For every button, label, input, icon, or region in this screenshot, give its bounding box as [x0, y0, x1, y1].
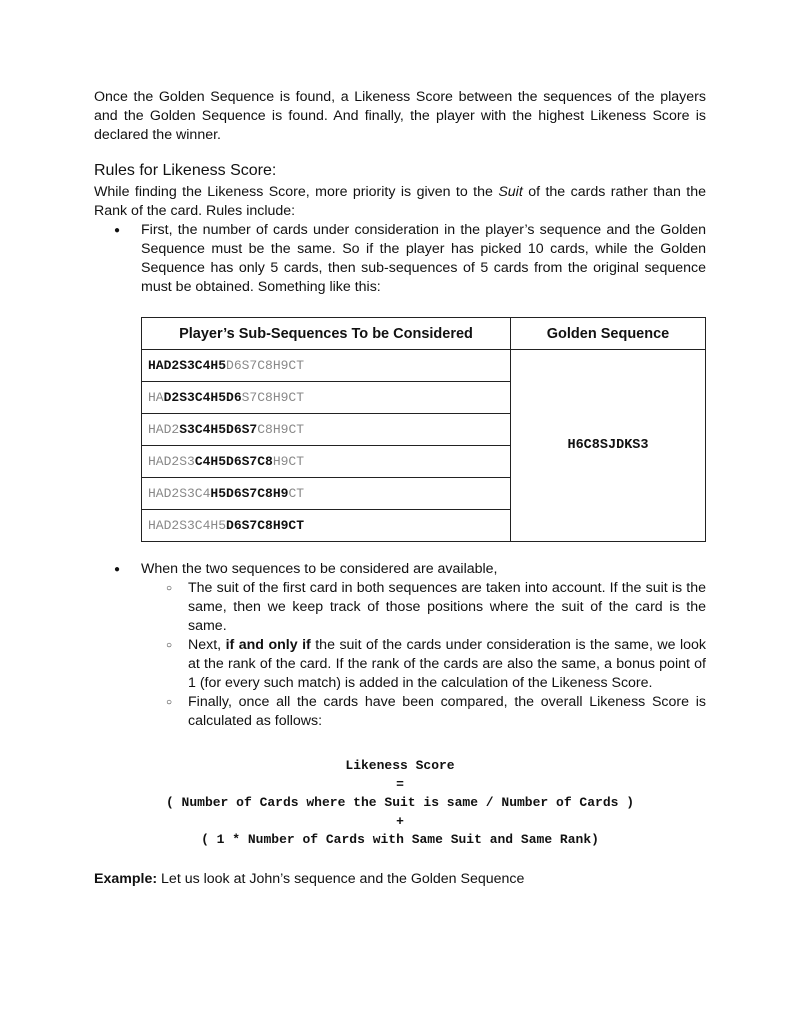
- rules-intro: [94, 183, 706, 221]
- rules-heading: Rules for Likeness Score:: [94, 162, 277, 179]
- seq-window: D6S7C8H9CT: [226, 518, 305, 533]
- sub-rule-2: [141, 636, 706, 693]
- seq-suffix: H9CT: [272, 454, 305, 469]
- sub-rule-1: ○ The suit of the first card in both sequences are taken into account. If the suit is the same, then we keep track of those positions where the suit of the card is the same.: [141, 579, 706, 636]
- example-paragraph: [94, 870, 706, 889]
- rule-bullet-2-text: When the two sequences to be considered are available,: [141, 561, 498, 577]
- rules-intro-text-1: While finding the Likeness Score, more priority is given to the: [94, 184, 499, 200]
- rule-bullet-2: [94, 560, 706, 731]
- formula-line-3: ( Number of Cards where the Suit is same / Number of Cards ): [165, 795, 635, 810]
- subsequence-cell: [142, 510, 511, 542]
- formula-line-4: +: [396, 813, 404, 829]
- subsequence-cell: [142, 414, 511, 446]
- subsequence-cell: [142, 478, 511, 510]
- seq-suffix: C8H9CT: [257, 422, 305, 437]
- seq-suffix: CT: [288, 486, 305, 501]
- seq-window: S3C4H5D6S7: [179, 422, 258, 437]
- subsequence-cell: [142, 382, 511, 414]
- seq-window: HAD2S3C4H5: [148, 358, 227, 373]
- seq-prefix: HAD2S3C4H5: [148, 518, 227, 533]
- table-row: [142, 350, 706, 382]
- rules-list-continued: [94, 560, 706, 731]
- sub-rule-2-emphasis: if and only if: [225, 637, 311, 653]
- seq-suffix: S7C8H9CT: [241, 390, 305, 405]
- seq-prefix: HAD2S3: [148, 454, 195, 469]
- seq-window: D2S3C4H5D6: [163, 390, 242, 405]
- sub-rule-2-text-2: the suit of the cards under consideration is the same, we look at the rank of the card. If the rank of the cards are also the same, a bonus point of 1 (for every such match) is added in the calculation of the Likeness Score.: [188, 637, 707, 691]
- subsequence-table: [141, 317, 706, 542]
- sub-rule-2-text-1: Next,: [188, 637, 226, 653]
- table-header-golden: Golden Sequence: [511, 318, 706, 350]
- formula-line-2: =: [396, 776, 404, 792]
- seq-prefix: HAD2S3C4: [148, 486, 211, 501]
- formula-line-1: Likeness Score: [345, 758, 455, 773]
- table-header-subsequences: Player’s Sub-Sequences To be Considered: [142, 318, 511, 350]
- likeness-score-formula: [94, 757, 706, 850]
- document-page: [94, 88, 706, 889]
- seq-window: C4H5D6S7C8: [194, 454, 273, 469]
- subsequence-cell: [142, 446, 511, 478]
- subsequence-cell: [142, 350, 511, 382]
- sub-rules-list: [141, 579, 706, 731]
- sub-rule-3: ○ Finally, once all the cards have been compared, the overall Likeness Score is calculated as follows:: [141, 693, 706, 731]
- intro-paragraph: Once the Golden Sequence is found, a Likeness Score between the sequences of the players and the Golden Sequence is found. And finally, the player with the highest Likeness Score is declared the winner.: [94, 89, 706, 143]
- rules-intro-text-2: of the cards rather than the Rank of the card. Rules include:: [94, 184, 706, 219]
- seq-window: H5D6S7C8H9: [210, 486, 289, 501]
- rules-intro-suit: Suit: [498, 184, 523, 200]
- example-label: Example:: [94, 870, 158, 887]
- rules-list: [94, 221, 706, 297]
- example-text: Let us look at John’s sequence and the Golden Sequence: [157, 870, 525, 887]
- formula-line-5: ( 1 * Number of Cards with Same Suit and Same Rank): [201, 832, 599, 847]
- seq-prefix: HAD2: [148, 422, 180, 437]
- seq-prefix: HA: [148, 390, 164, 405]
- seq-suffix: D6S7C8H9CT: [226, 358, 305, 373]
- rule-bullet-1: ● First, the number of cards under consideration in the player’s sequence and the Golden Sequence must be the same. So if the player has picked 10 cards, while the Golden Sequence has only 5 cards, then sub-sequences of 5 cards from the original sequence must be obtained. Something like this:: [94, 221, 706, 297]
- golden-sequence-cell: H6C8SJDKS3: [511, 350, 706, 542]
